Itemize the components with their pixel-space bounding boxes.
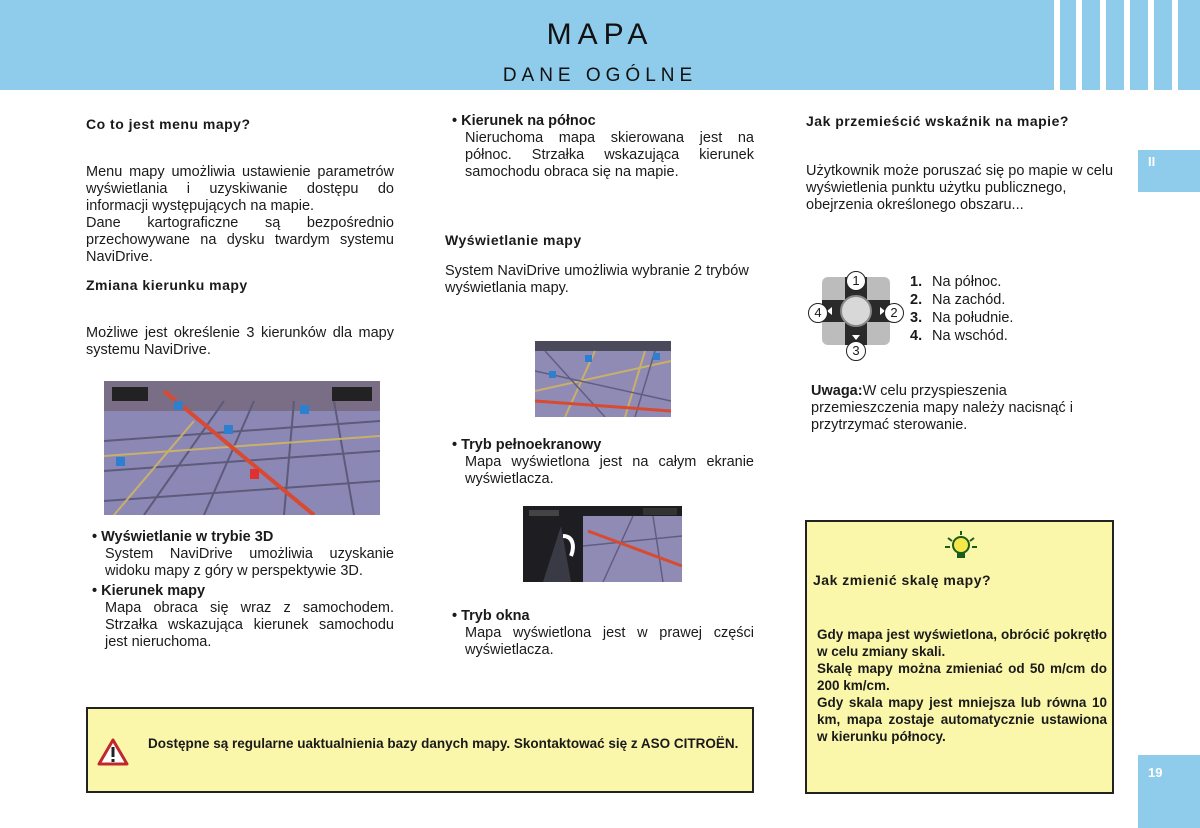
- page-title: MAPA: [546, 18, 654, 51]
- heading-move-cursor: Jak przemieścić wskaźnik na mapie?: [806, 113, 1069, 129]
- tip-paragraph-2: Skalę mapy można zmieniać od 50 m/cm do 200 km/cm.: [817, 661, 1107, 693]
- heading-direction: Zmiana kierunku mapy: [86, 277, 248, 293]
- tip-box: [805, 520, 1114, 794]
- warning-icon: [97, 738, 129, 766]
- note-label: Uwaga:: [811, 383, 863, 399]
- heading-what-is-menu: Co to jest menu mapy?: [86, 116, 251, 132]
- note-text: W celu przyspieszenia przemieszczenia mapy należy nacisnąć i przytrzymać sterowanie.: [811, 383, 1073, 433]
- bullet-north: • Kierunek na północ Nieruchoma mapa skierowana jest na północ. Strzałka wskazująca kierunek samochodu obraca się na mapie.: [452, 113, 754, 180]
- heading-display: Wyświetlanie mapy: [445, 232, 582, 248]
- legend-item: 1. Na północ.: [910, 274, 1002, 290]
- map-north-image: [535, 341, 671, 417]
- paragraph-menu: Menu mapy umożliwia ustawienie parametrów wyświetlania i uzyskiwanie dostępu do informacji występujących na mapie.: [86, 164, 394, 214]
- legend-item: 2. Na zachód.: [910, 292, 1006, 308]
- pad-number-2: 2: [884, 303, 904, 323]
- page-number: 19: [1138, 755, 1200, 828]
- bullet-fullscreen: • Tryb pełnoekranowy Mapa wyświetlona jest na całym ekranie wyświetlacza.: [452, 437, 754, 487]
- tip-paragraph-3: Gdy skala mapy jest mniejsza lub równa 10 km, mapa zostaje automatycznie ustawiona w kierunku północy.: [817, 695, 1107, 744]
- map-3d-image: [104, 381, 380, 515]
- note: [811, 383, 1109, 434]
- bullet-window: • Tryb okna Mapa wyświetlona jest w prawej części wyświetlacza.: [452, 608, 754, 658]
- paragraph-direction: Możliwe jest określenie 3 kierunków dla mapy systemu NaviDrive.: [86, 325, 394, 358]
- paragraph-data: Dane kartograficzne są bezpośrednio przechowywane na dysku twardym systemu NaviDrive.: [86, 215, 394, 265]
- section-tab: II: [1138, 150, 1200, 192]
- paragraph-move-cursor: Użytkownik może poruszać się po mapie w celu wyświetlenia punktu użytku publicznego, obejrzenia określonego obszaru...: [806, 163, 1114, 213]
- tip-body: [817, 626, 1107, 745]
- page-subtitle: DANE OGÓLNE: [502, 65, 698, 86]
- bullet-3d: • Wyświetlanie w trybie 3D System NaviDrive umożliwia uzyskanie widoku mapy z góry w perspektywie 3D.: [92, 529, 394, 579]
- pad-number-1: 1: [846, 271, 866, 291]
- bullet-map-direction: • Kierunek mapy Mapa obraca się wraz z samochodem. Strzałka wskazująca kierunek samochodu jest nieruchoma.: [92, 583, 394, 650]
- legend-item: 4. Na wschód.: [910, 328, 1008, 344]
- tip-paragraph-1: Gdy mapa jest wyświetlona, obrócić pokrętło w celu zmiany skali.: [817, 627, 1107, 659]
- warning-text: Dostępne są regularne uaktualnienia bazy danych mapy. Skontaktować się z ASO CITROËN.: [148, 736, 739, 751]
- control-pad: [814, 273, 898, 359]
- map-window-image: [523, 506, 682, 582]
- pad-number-4: 4: [808, 303, 828, 323]
- pad-number-3: 3: [846, 341, 866, 361]
- paragraph-display: System NaviDrive umożliwia wybranie 2 trybów wyświetlania mapy.: [445, 263, 749, 296]
- page-header: [0, 0, 1200, 90]
- warning-box: [86, 707, 754, 793]
- lightbulb-icon: [944, 530, 978, 560]
- direction-legend: [910, 273, 1013, 345]
- legend-item: 3. Na południe.: [910, 310, 1014, 326]
- tip-title: Jak zmienić skalę mapy?: [813, 572, 992, 588]
